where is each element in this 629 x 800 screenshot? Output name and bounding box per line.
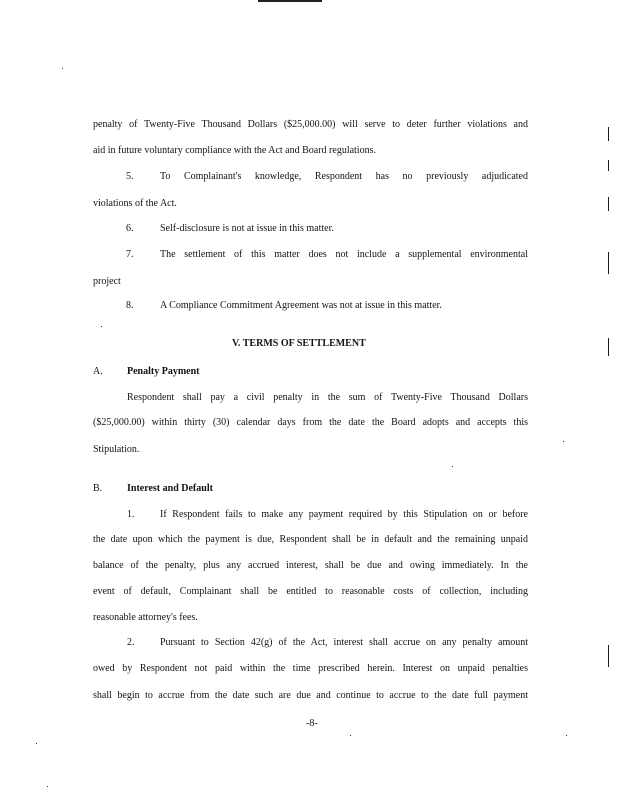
item-number: 5. (126, 171, 134, 182)
paragraph-line: owed by Respondent not paid within the time prescribed herein. Interest on unpaid penalties (93, 663, 528, 674)
scan-margin-mark (608, 645, 609, 667)
scan-speck (101, 326, 102, 327)
item-number: 6. (126, 223, 134, 234)
item-number: 7. (126, 249, 134, 260)
paragraph-line: A Compliance Commitment Agreement was not at issue in this matter. (160, 300, 442, 311)
scan-speck (566, 735, 567, 736)
paragraph-line: the date upon which the payment is due, Respondent shall be in default and the remaining unpaid (93, 534, 528, 545)
paragraph-line: shall begin to accrue from the date such are due and continue to accrue to the date full payment (93, 690, 528, 701)
scan-margin-mark (608, 127, 609, 141)
item-number: 2. (127, 637, 135, 648)
paragraph-line: event of default, Complainant shall be entitled to reasonable costs of collection, including (93, 586, 528, 597)
paragraph-line: balance of the penalty, plus any accrued interest, shall be due and owing immediately. In the (93, 560, 528, 571)
scan-margin-mark (608, 160, 609, 171)
paragraph-line: project (93, 276, 121, 287)
subsection-letter: B. (93, 483, 103, 494)
page-number: -8- (306, 718, 318, 729)
scan-margin-mark (608, 252, 609, 274)
paragraph-line: aid in future voluntary compliance with the Act and Board regulations. (93, 145, 376, 156)
paragraph-line: If Respondent fails to make any payment required by this Stipulation on or before (160, 509, 528, 520)
section-heading: V. TERMS OF SETTLEMENT (232, 338, 366, 349)
scan-speck (452, 466, 453, 467)
item-number: 1. (127, 509, 135, 520)
paragraph-line: Respondent shall pay a civil penalty in the sum of Twenty-Five Thousand Dollars (127, 392, 528, 403)
scan-speck (350, 735, 351, 736)
scan-margin-mark (608, 338, 609, 356)
paragraph-line: Self-disclosure is not at issue in this matter. (160, 223, 334, 234)
scan-edge-mark (258, 0, 322, 2)
subsection-letter: A. (93, 366, 103, 377)
paragraph-line: reasonable attorney's fees. (93, 612, 198, 623)
paragraph-line: violations of the Act. (93, 198, 177, 209)
scan-speck (62, 68, 63, 69)
scan-speck (47, 786, 48, 787)
paragraph-line: ($25,000.00) within thirty (30) calendar days from the date the Board adopts and accepts this (93, 417, 528, 428)
paragraph-line: Pursuant to Section 42(g) of the Act, interest shall accrue on any penalty amount (160, 637, 528, 648)
subsection-title: Penalty Payment (127, 366, 200, 377)
scan-speck (563, 441, 564, 442)
paragraph-line: Stipulation. (93, 444, 140, 455)
paragraph-line: To Complainant's knowledge, Respondent has no previously adjudicated (160, 171, 528, 182)
paragraph-line: penalty of Twenty-Five Thousand Dollars ($25,000.00) will serve to deter further violations and (93, 119, 528, 130)
scan-speck (36, 743, 37, 744)
paragraph-line: The settlement of this matter does not include a supplemental environmental (160, 249, 528, 260)
item-number: 8. (126, 300, 134, 311)
subsection-title: Interest and Default (127, 483, 213, 494)
scan-margin-mark (608, 197, 609, 211)
